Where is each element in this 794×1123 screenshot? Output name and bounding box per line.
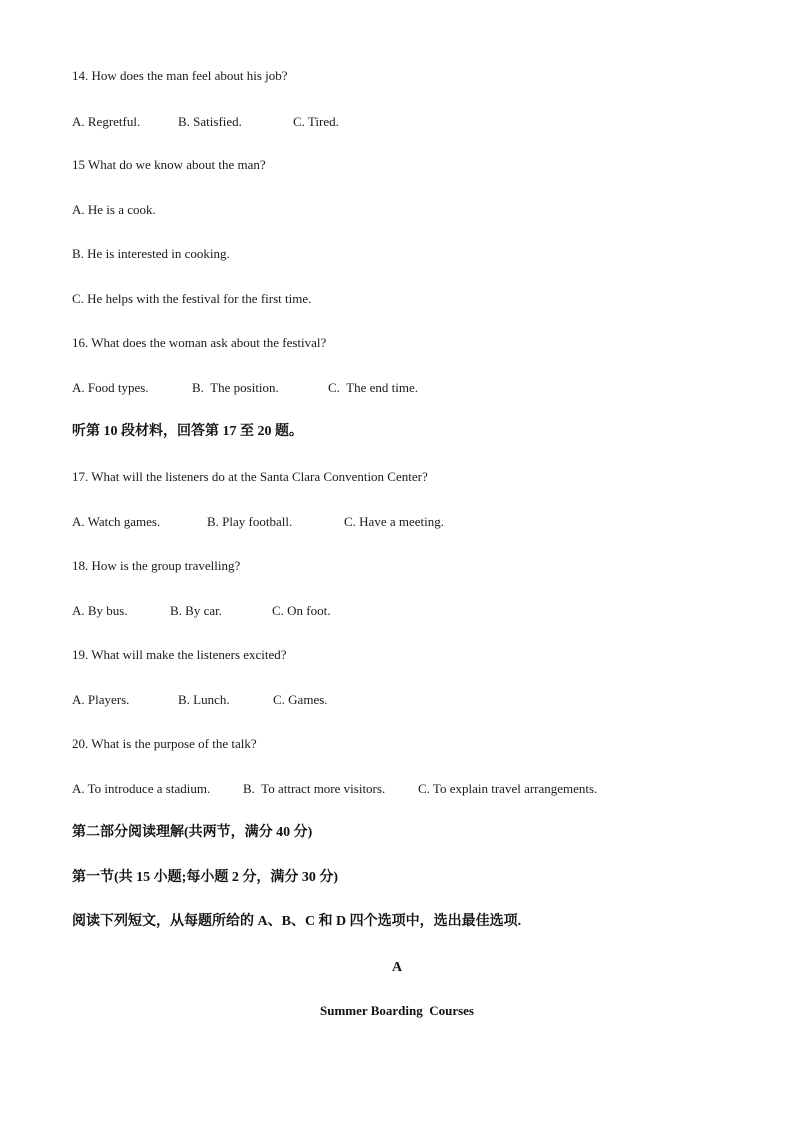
q19-question: 19. What will make the listeners excited? — [72, 647, 287, 662]
q16-option-a: A. Food types. — [72, 380, 149, 395]
q17-option-b: B. Play football. — [207, 514, 293, 529]
q19-option-b: B. Lunch. — [178, 692, 230, 707]
section-10-heading: 听第 10 段材料，回答第 17 至 20 题。 — [72, 424, 303, 439]
q14-option-a: A. Regretful. — [72, 114, 141, 129]
q20-question: 20. What is the purpose of the talk? — [72, 736, 257, 751]
q15-question: 15 What do we know about the man? — [72, 157, 266, 172]
q18-question: 18. How is the group travelling? — [72, 558, 241, 573]
q15-option-a: A. He is a cook. — [72, 202, 156, 217]
q18-option-b: B. By car. — [170, 603, 222, 618]
q17-option-c: C. Have a meeting. — [344, 514, 444, 529]
q17-option-a: A. Watch games. — [72, 514, 161, 529]
q19-option-a: A. Players. — [72, 692, 130, 707]
q16-option-b: B. The position. — [192, 380, 279, 395]
q14-option-b: B. Satisfied. — [178, 114, 242, 129]
passage-letter: A — [391, 960, 403, 975]
q19-option-c: C. Games. — [273, 692, 328, 707]
passage-title: Summer Boarding Courses — [320, 1003, 474, 1018]
q20-option-c: C. To explain travel arrangements. — [418, 781, 598, 796]
q14-question: 14. How does the man feel about his job? — [72, 68, 288, 83]
q15-option-b: B. He is interested in cooking. — [72, 246, 230, 261]
q17-question: 17. What will the listeners do at the Santa Clara Convention Center? — [72, 469, 428, 484]
q16-question: 16. What does the woman ask about the festival? — [72, 335, 327, 350]
section-1-heading: 第一节(共 15 小题;每小题 2 分，满分 30 分) — [72, 870, 338, 885]
part-2-heading: 第二部分阅读理解(共两节，满分 40 分) — [72, 825, 313, 840]
q14-option-c: C. Tired. — [293, 114, 339, 129]
q16-option-c: C. The end time. — [328, 380, 419, 395]
q18-option-c: C. On foot. — [272, 603, 331, 618]
q15-option-c: C. He helps with the festival for the first time. — [72, 291, 312, 306]
q20-option-b: B. To attract more visitors. — [243, 781, 386, 796]
q18-option-a: A. By bus. — [72, 603, 128, 618]
reading-instruction: 阅读下列短文，从每题所给的 A、B、C 和 D 四个选项中，选出最佳选项. — [72, 914, 522, 929]
q20-option-a: A. To introduce a stadium. — [72, 781, 211, 796]
